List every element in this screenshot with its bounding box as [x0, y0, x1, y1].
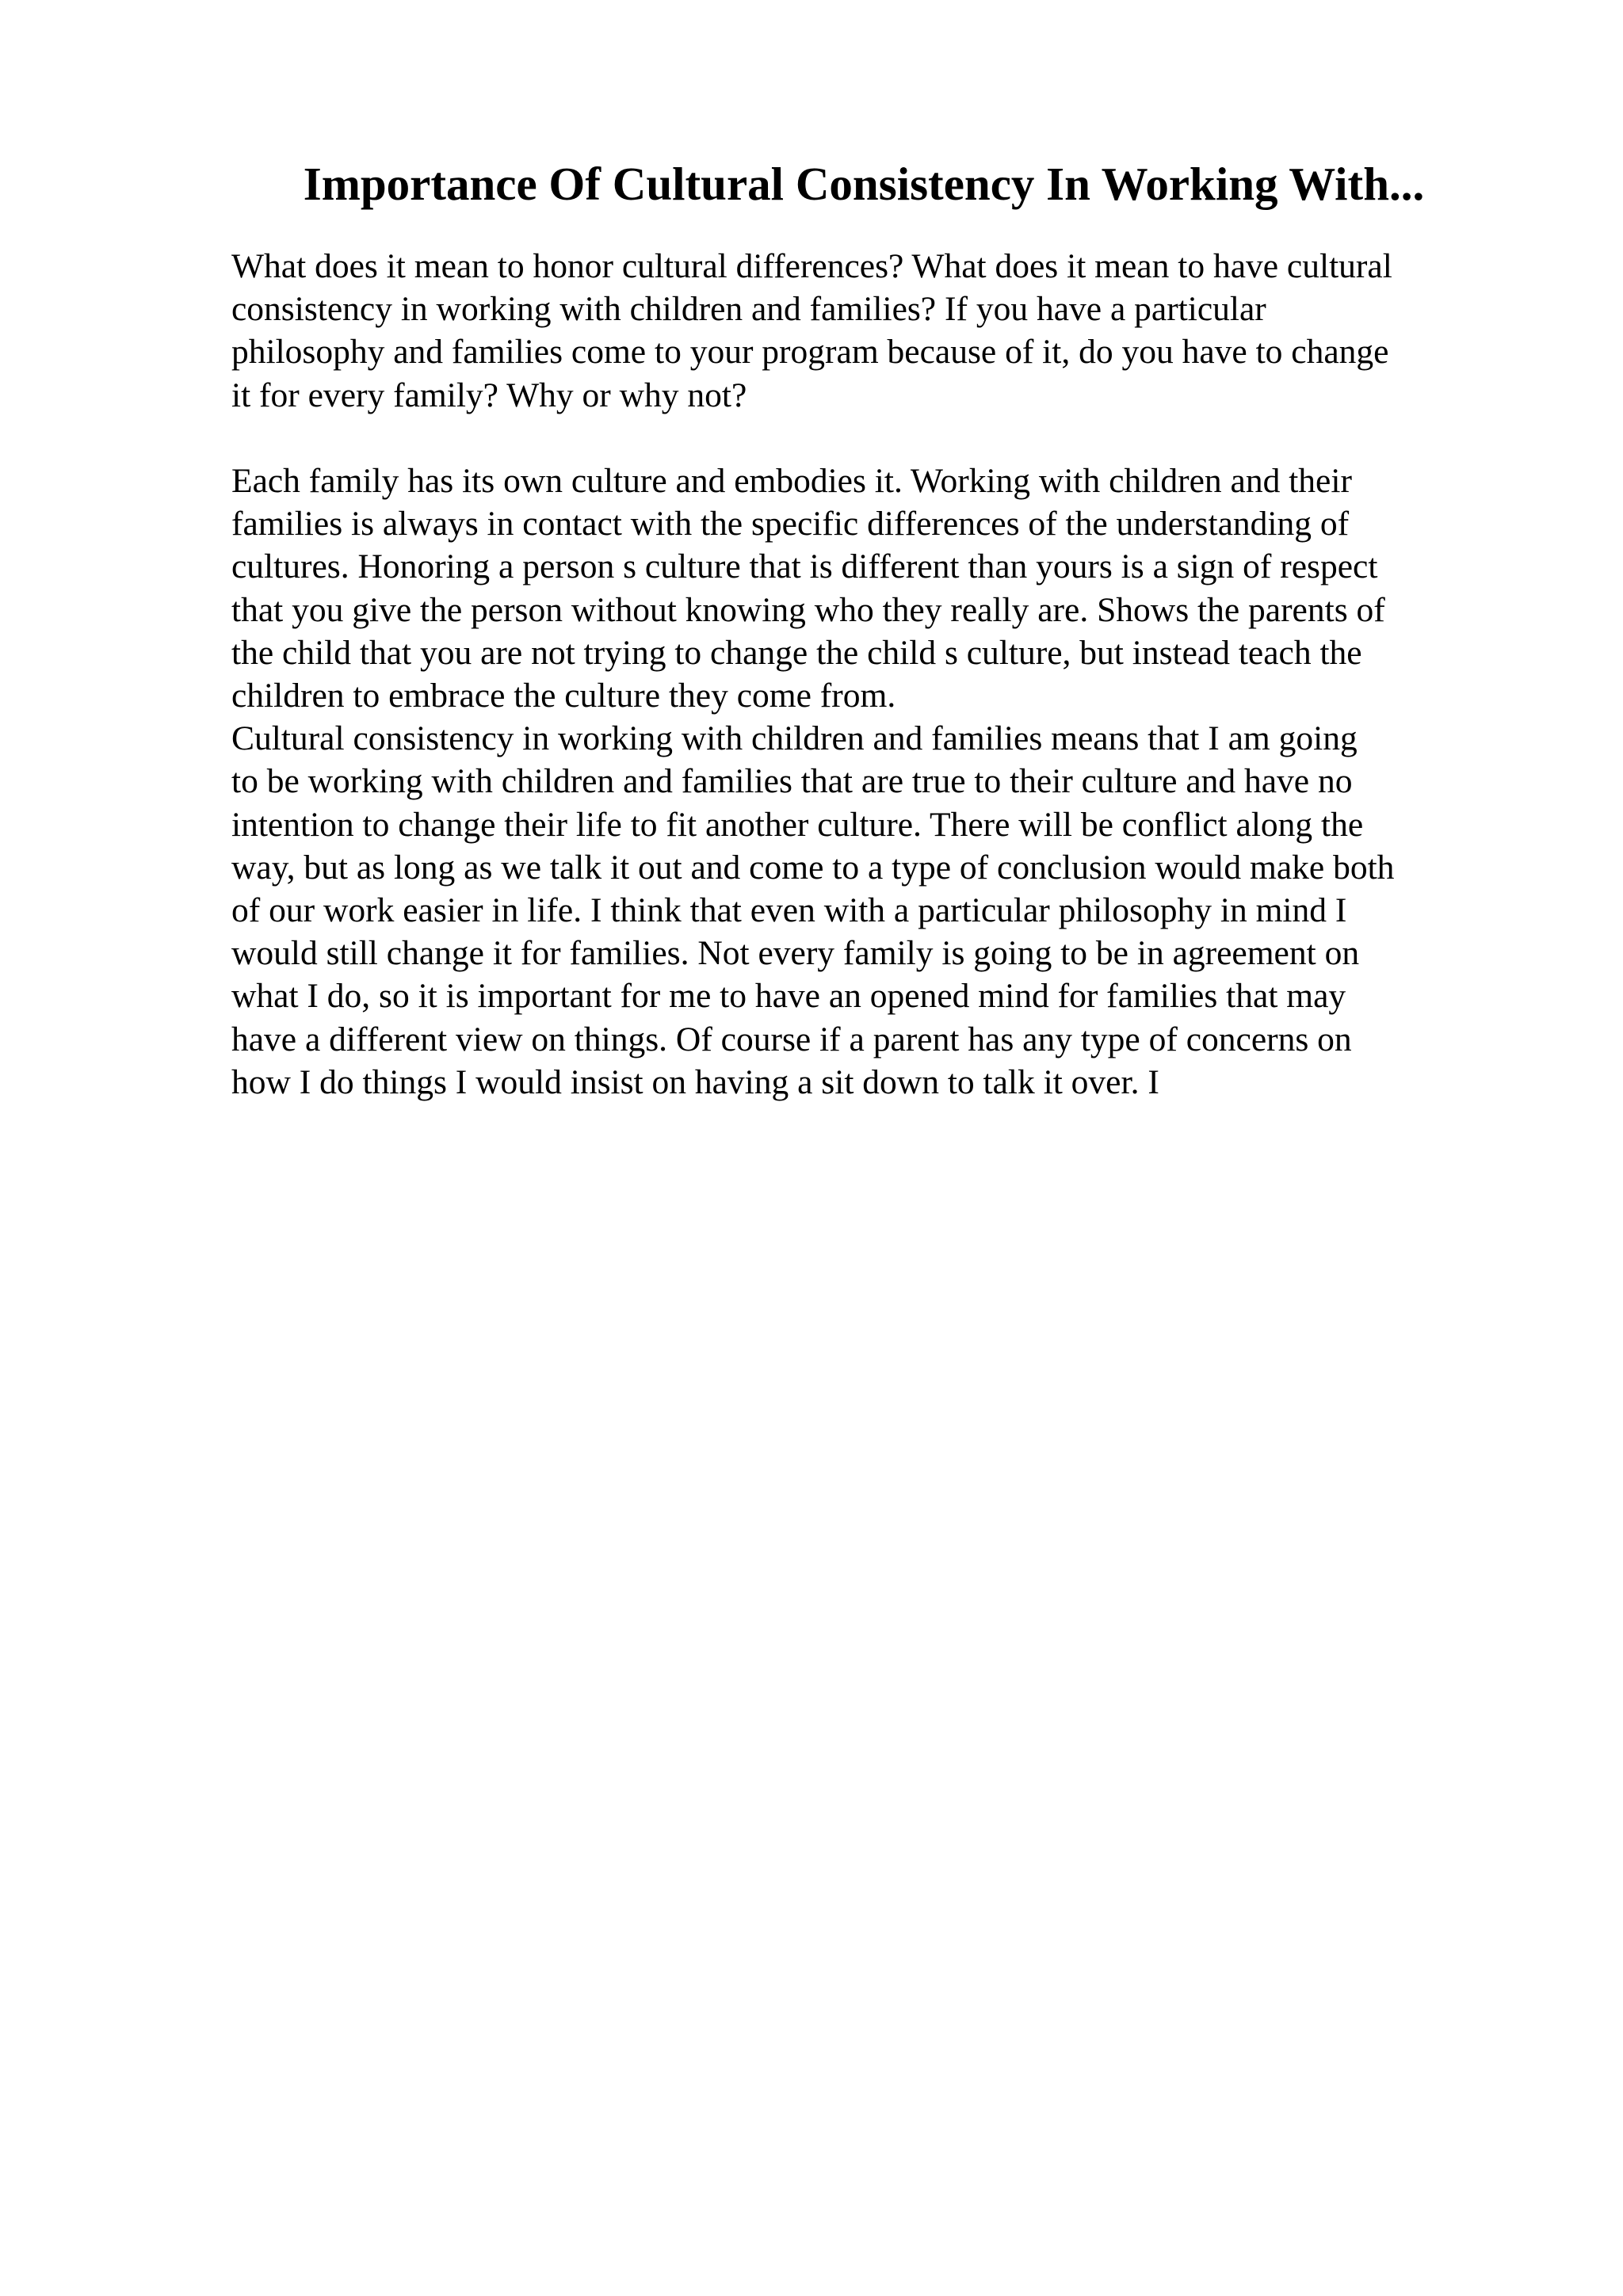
text-line: Each family has its own culture and embodies it. Working with children and their [231, 462, 1352, 500]
text-line: of our work easier in life. I think that even with a particular philosophy in mind I [231, 891, 1347, 930]
text-line: that you give the person without knowing who they really are. Shows the parents of [231, 590, 1385, 629]
text-line: what I do, so it is important for me to have an opened mind for families that may [231, 977, 1346, 1016]
text-line: children to embrace the culture they come from. [231, 677, 896, 715]
text-line: families is always in contact with the specific differences of the understanding of [231, 505, 1350, 543]
paragraph-questions [231, 245, 1499, 417]
text-line: philosophy and families come to your program because of it, do you have to change [231, 333, 1389, 372]
text-line: how I do things I would insist on having a sit down to talk it over. I [231, 1062, 1159, 1101]
text-line: cultures. Honoring a person s culture that is different than yours is a sign of respect [231, 547, 1378, 586]
text-line: way, but as long as we talk it out and come to a type of conclusion would make both [231, 848, 1395, 887]
text-line: Cultural consistency in working with children and families means that I am going [231, 719, 1358, 758]
document-body [231, 245, 1499, 1104]
paragraph-spacer [231, 417, 1499, 460]
text-line: it for every family? Why or why not? [231, 376, 747, 414]
text-line: intention to change their life to fit another culture. There will be conflict along the [231, 805, 1364, 844]
text-line: have a different view on things. Of course if a parent has any type of concerns on [231, 1020, 1352, 1058]
paragraph-cultural-consistency [231, 717, 1499, 1104]
text-line: to be working with children and families that are true to their culture and have no [231, 762, 1353, 801]
document-title: Importance Of Cultural Consistency In Working With... [303, 158, 1425, 210]
text-line: the child that you are not trying to change the child s culture, but instead teach the [231, 633, 1362, 672]
text-line: consistency in working with children and families? If you have a particular [231, 290, 1266, 329]
text-line: What does it mean to honor cultural differences? What does it mean to have cultural [231, 247, 1392, 285]
paragraph-family-culture [231, 460, 1499, 717]
text-line: would still change it for families. Not every family is going to be in agreement on [231, 934, 1360, 973]
